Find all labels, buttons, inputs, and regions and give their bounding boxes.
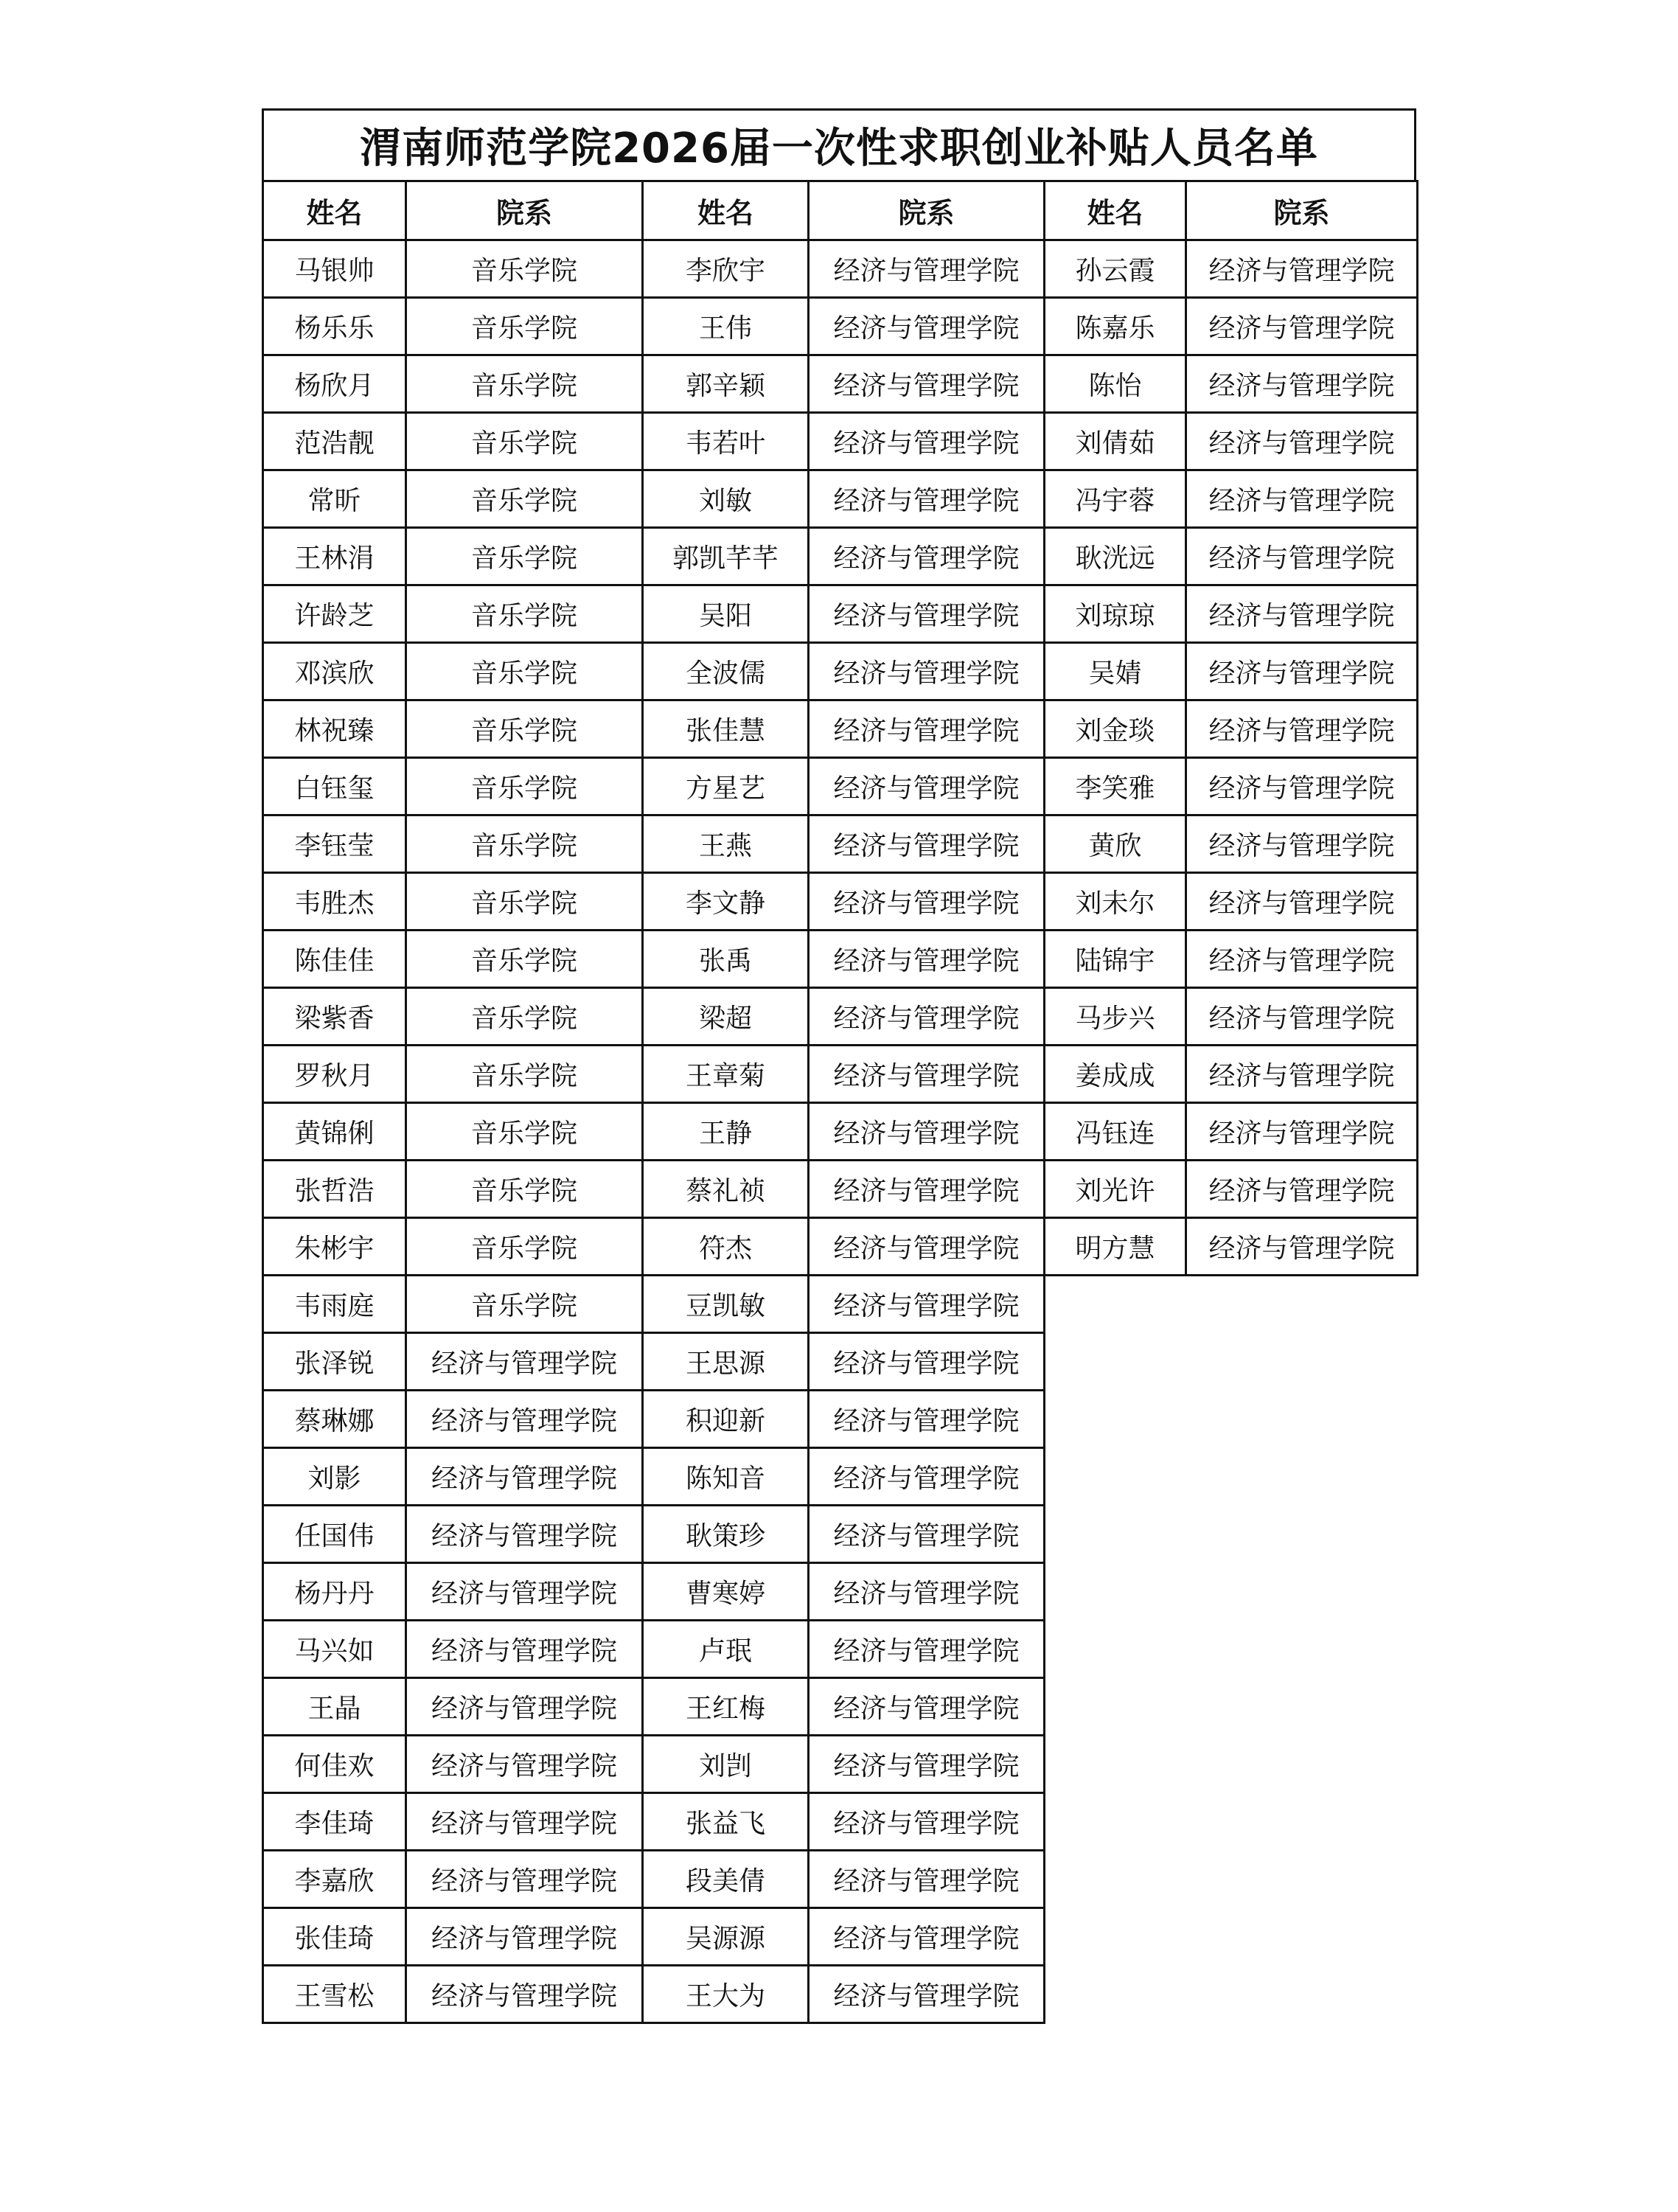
department-cell: 经济与管理学院 [809, 700, 1045, 758]
department-cell: 经济与管理学院 [406, 1908, 643, 1966]
department-cell: 经济与管理学院 [406, 1736, 643, 1793]
person-name-cell: 王大为 [643, 1966, 809, 2023]
department-cell: 经济与管理学院 [809, 1333, 1045, 1391]
person-name-cell: 张哲浩 [263, 1161, 406, 1218]
person-name-cell: 李欣宇 [643, 240, 809, 298]
department-cell: 经济与管理学院 [406, 1678, 643, 1736]
empty-cell [1186, 1621, 1418, 1678]
department-cell: 经济与管理学院 [809, 1161, 1045, 1218]
table-row [263, 528, 1418, 585]
document-title: 渭南师范学院2026届一次性求职创业补贴人员名单 [360, 125, 1318, 173]
department-cell: 音乐学院 [406, 528, 643, 585]
department-cell: 经济与管理学院 [1186, 1046, 1418, 1103]
department-cell: 经济与管理学院 [809, 758, 1045, 815]
department-cell: 经济与管理学院 [1186, 1218, 1418, 1276]
person-name-cell: 吴婧 [1045, 643, 1186, 700]
department-cell: 经济与管理学院 [809, 873, 1045, 931]
department-cell: 经济与管理学院 [1186, 873, 1418, 931]
department-cell: 音乐学院 [406, 298, 643, 355]
person-name-cell: 罗秋月 [263, 1046, 406, 1103]
empty-cell [1045, 1391, 1186, 1448]
table-row [263, 1563, 1418, 1621]
person-name-cell: 符杰 [643, 1218, 809, 1276]
table-row [263, 240, 1418, 298]
table-row [263, 413, 1418, 470]
table-row [263, 815, 1418, 873]
table-row [263, 988, 1418, 1046]
empty-cell [1045, 1621, 1186, 1678]
department-cell: 音乐学院 [406, 470, 643, 528]
person-name-cell: 郭辛颖 [643, 355, 809, 413]
empty-cell [1186, 1391, 1418, 1448]
department-cell: 音乐学院 [406, 1103, 643, 1161]
empty-cell [1186, 1908, 1418, 1966]
department-cell: 音乐学院 [406, 931, 643, 988]
table-row [263, 1391, 1418, 1448]
department-cell: 音乐学院 [406, 700, 643, 758]
department-cell: 音乐学院 [406, 240, 643, 298]
department-cell: 经济与管理学院 [809, 1563, 1045, 1621]
empty-cell [1186, 1736, 1418, 1793]
empty-cell [1045, 1678, 1186, 1736]
table-row [263, 1103, 1418, 1161]
header-name-2: 姓名 [643, 181, 809, 240]
table-row [263, 1736, 1418, 1793]
person-name-cell: 蔡琳娜 [263, 1391, 406, 1448]
person-name-cell: 王思源 [643, 1333, 809, 1391]
person-name-cell: 姜成成 [1045, 1046, 1186, 1103]
person-name-cell: 陈佳佳 [263, 931, 406, 988]
department-cell: 音乐学院 [406, 413, 643, 470]
empty-cell [1045, 1736, 1186, 1793]
department-cell: 经济与管理学院 [809, 585, 1045, 643]
department-cell: 经济与管理学院 [809, 643, 1045, 700]
person-name-cell: 王静 [643, 1103, 809, 1161]
department-cell: 经济与管理学院 [809, 528, 1045, 585]
department-cell: 音乐学院 [406, 815, 643, 873]
person-name-cell: 杨欣月 [263, 355, 406, 413]
person-name-cell: 韦雨庭 [263, 1276, 406, 1333]
person-name-cell: 耿策珍 [643, 1506, 809, 1563]
table-row [263, 758, 1418, 815]
roster-table [262, 180, 1418, 2024]
table-row [263, 1276, 1418, 1333]
table-row [263, 1448, 1418, 1506]
person-name-cell: 范浩靓 [263, 413, 406, 470]
department-cell: 经济与管理学院 [1186, 931, 1418, 988]
header-row [263, 181, 1418, 240]
person-name-cell: 李钰莹 [263, 815, 406, 873]
department-cell: 音乐学院 [406, 758, 643, 815]
person-name-cell: 何佳欢 [263, 1736, 406, 1793]
person-name-cell: 刘影 [263, 1448, 406, 1506]
empty-cell [1186, 1678, 1418, 1736]
person-name-cell: 张佳慧 [643, 700, 809, 758]
department-cell: 经济与管理学院 [406, 1563, 643, 1621]
person-name-cell: 韦胜杰 [263, 873, 406, 931]
title-row [262, 108, 1416, 182]
person-name-cell: 梁紫香 [263, 988, 406, 1046]
person-name-cell: 王雪松 [263, 1966, 406, 2023]
person-name-cell: 张益飞 [643, 1793, 809, 1851]
table-row [263, 1046, 1418, 1103]
department-cell: 经济与管理学院 [1186, 470, 1418, 528]
table-row [263, 1333, 1418, 1391]
person-name-cell: 陈知音 [643, 1448, 809, 1506]
person-name-cell: 张禹 [643, 931, 809, 988]
department-cell: 经济与管理学院 [809, 1103, 1045, 1161]
person-name-cell: 刘倩茹 [1045, 413, 1186, 470]
empty-cell [1045, 1276, 1186, 1333]
person-name-cell: 黄欣 [1045, 815, 1186, 873]
person-name-cell: 陈嘉乐 [1045, 298, 1186, 355]
person-name-cell: 王林涓 [263, 528, 406, 585]
person-name-cell: 方星艺 [643, 758, 809, 815]
department-cell: 音乐学院 [406, 1161, 643, 1218]
person-name-cell: 李文静 [643, 873, 809, 931]
department-cell: 经济与管理学院 [809, 1678, 1045, 1736]
table-row [263, 931, 1418, 988]
department-cell: 经济与管理学院 [1186, 355, 1418, 413]
empty-cell [1045, 1506, 1186, 1563]
table-row [263, 1966, 1418, 2023]
person-name-cell: 马兴如 [263, 1621, 406, 1678]
person-name-cell: 刘光许 [1045, 1161, 1186, 1218]
empty-cell [1186, 1966, 1418, 2023]
table-row [263, 1218, 1418, 1276]
department-cell: 经济与管理学院 [406, 1966, 643, 2023]
person-name-cell: 马银帅 [263, 240, 406, 298]
table-row [263, 1161, 1418, 1218]
department-cell: 经济与管理学院 [1186, 988, 1418, 1046]
department-cell: 经济与管理学院 [406, 1448, 643, 1506]
department-cell: 音乐学院 [406, 1046, 643, 1103]
department-cell: 经济与管理学院 [809, 1966, 1045, 2023]
header-name-3: 姓名 [1045, 181, 1186, 240]
department-cell: 音乐学院 [406, 643, 643, 700]
empty-cell [1045, 1851, 1186, 1908]
person-name-cell: 韦若叶 [643, 413, 809, 470]
person-name-cell: 刘金琰 [1045, 700, 1186, 758]
department-cell: 音乐学院 [406, 1218, 643, 1276]
department-cell: 经济与管理学院 [809, 1621, 1045, 1678]
person-name-cell: 梁超 [643, 988, 809, 1046]
person-name-cell: 豆凯敏 [643, 1276, 809, 1333]
department-cell: 经济与管理学院 [809, 1046, 1045, 1103]
person-name-cell: 刘敏 [643, 470, 809, 528]
empty-cell [1186, 1506, 1418, 1563]
person-name-cell: 王燕 [643, 815, 809, 873]
empty-cell [1186, 1851, 1418, 1908]
department-cell: 经济与管理学院 [1186, 758, 1418, 815]
table-row [263, 1621, 1418, 1678]
empty-cell [1045, 1908, 1186, 1966]
department-cell: 经济与管理学院 [809, 355, 1045, 413]
empty-cell [1186, 1448, 1418, 1506]
person-name-cell: 冯宇蓉 [1045, 470, 1186, 528]
department-cell: 音乐学院 [406, 1276, 643, 1333]
person-name-cell: 陆锦宇 [1045, 931, 1186, 988]
person-name-cell: 段美倩 [643, 1851, 809, 1908]
department-cell: 经济与管理学院 [809, 1506, 1045, 1563]
department-cell: 经济与管理学院 [1186, 1103, 1418, 1161]
department-cell: 经济与管理学院 [406, 1621, 643, 1678]
department-cell: 经济与管理学院 [809, 1736, 1045, 1793]
person-name-cell: 林祝臻 [263, 700, 406, 758]
person-name-cell: 蔡礼祯 [643, 1161, 809, 1218]
department-cell: 经济与管理学院 [809, 988, 1045, 1046]
department-cell: 经济与管理学院 [1186, 643, 1418, 700]
person-name-cell: 邓滨欣 [263, 643, 406, 700]
person-name-cell: 王晶 [263, 1678, 406, 1736]
table-row [263, 298, 1418, 355]
table-row [263, 1678, 1418, 1736]
department-cell: 经济与管理学院 [809, 931, 1045, 988]
empty-cell [1045, 1333, 1186, 1391]
department-cell: 经济与管理学院 [809, 470, 1045, 528]
department-cell: 经济与管理学院 [809, 1276, 1045, 1333]
person-name-cell: 吴源源 [643, 1908, 809, 1966]
table-row [263, 643, 1418, 700]
person-name-cell: 王伟 [643, 298, 809, 355]
table-row [263, 1851, 1418, 1908]
department-cell: 音乐学院 [406, 355, 643, 413]
table-row [263, 873, 1418, 931]
empty-cell [1045, 1563, 1186, 1621]
person-name-cell: 曹寒婷 [643, 1563, 809, 1621]
department-cell: 经济与管理学院 [809, 298, 1045, 355]
empty-cell [1045, 1966, 1186, 2023]
department-cell: 音乐学院 [406, 873, 643, 931]
department-cell: 音乐学院 [406, 585, 643, 643]
department-cell: 经济与管理学院 [809, 240, 1045, 298]
person-name-cell: 耿洸远 [1045, 528, 1186, 585]
person-name-cell: 卢珉 [643, 1621, 809, 1678]
person-name-cell: 马步兴 [1045, 988, 1186, 1046]
person-name-cell: 吴阳 [643, 585, 809, 643]
person-name-cell: 李嘉欣 [263, 1851, 406, 1908]
person-name-cell: 刘未尔 [1045, 873, 1186, 931]
person-name-cell: 白钰玺 [263, 758, 406, 815]
department-cell: 经济与管理学院 [1186, 298, 1418, 355]
department-cell: 经济与管理学院 [809, 1793, 1045, 1851]
department-cell: 经济与管理学院 [1186, 240, 1418, 298]
table-row [263, 470, 1418, 528]
person-name-cell: 黄锦俐 [263, 1103, 406, 1161]
person-name-cell: 刘剀 [643, 1736, 809, 1793]
person-name-cell: 杨丹丹 [263, 1563, 406, 1621]
table-row [263, 1506, 1418, 1563]
person-name-cell: 张泽锐 [263, 1333, 406, 1391]
person-name-cell: 王章菊 [643, 1046, 809, 1103]
table-row [263, 355, 1418, 413]
header-dept-1: 院系 [406, 181, 643, 240]
header-dept-2: 院系 [809, 181, 1045, 240]
person-name-cell: 常昕 [263, 470, 406, 528]
department-cell: 经济与管理学院 [1186, 585, 1418, 643]
person-name-cell: 积迎新 [643, 1391, 809, 1448]
department-cell: 经济与管理学院 [1186, 413, 1418, 470]
person-name-cell: 张佳琦 [263, 1908, 406, 1966]
department-cell: 经济与管理学院 [809, 1851, 1045, 1908]
department-cell: 经济与管理学院 [1186, 700, 1418, 758]
empty-cell [1186, 1563, 1418, 1621]
person-name-cell: 王红梅 [643, 1678, 809, 1736]
table-row [263, 1908, 1418, 1966]
department-cell: 经济与管理学院 [406, 1793, 643, 1851]
department-cell: 经济与管理学院 [1186, 1161, 1418, 1218]
person-name-cell: 任国伟 [263, 1506, 406, 1563]
header-dept-3: 院系 [1186, 181, 1418, 240]
department-cell: 经济与管理学院 [809, 413, 1045, 470]
empty-cell [1186, 1276, 1418, 1333]
person-name-cell: 杨乐乐 [263, 298, 406, 355]
person-name-cell: 郭凯芊芊 [643, 528, 809, 585]
person-name-cell: 明方慧 [1045, 1218, 1186, 1276]
person-name-cell: 李笑雅 [1045, 758, 1186, 815]
person-name-cell: 李佳琦 [263, 1793, 406, 1851]
department-cell: 经济与管理学院 [809, 815, 1045, 873]
person-name-cell: 朱彬宇 [263, 1218, 406, 1276]
department-cell: 经济与管理学院 [1186, 815, 1418, 873]
department-cell: 经济与管理学院 [809, 1448, 1045, 1506]
empty-cell [1045, 1448, 1186, 1506]
department-cell: 经济与管理学院 [406, 1333, 643, 1391]
person-name-cell: 刘琼琼 [1045, 585, 1186, 643]
person-name-cell: 陈怡 [1045, 355, 1186, 413]
table-row [263, 585, 1418, 643]
empty-cell [1186, 1793, 1418, 1851]
department-cell: 经济与管理学院 [809, 1218, 1045, 1276]
department-cell: 音乐学院 [406, 988, 643, 1046]
department-cell: 经济与管理学院 [406, 1506, 643, 1563]
department-cell: 经济与管理学院 [809, 1391, 1045, 1448]
department-cell: 经济与管理学院 [809, 1908, 1045, 1966]
department-cell: 经济与管理学院 [1186, 528, 1418, 585]
person-name-cell: 冯钰连 [1045, 1103, 1186, 1161]
header-name-1: 姓名 [263, 181, 406, 240]
table-row [263, 700, 1418, 758]
person-name-cell: 孙云霞 [1045, 240, 1186, 298]
person-name-cell: 全波儒 [643, 643, 809, 700]
empty-cell [1045, 1793, 1186, 1851]
department-cell: 经济与管理学院 [406, 1391, 643, 1448]
person-name-cell: 许龄芝 [263, 585, 406, 643]
department-cell: 经济与管理学院 [406, 1851, 643, 1908]
empty-cell [1186, 1333, 1418, 1391]
table-row [263, 1793, 1418, 1851]
